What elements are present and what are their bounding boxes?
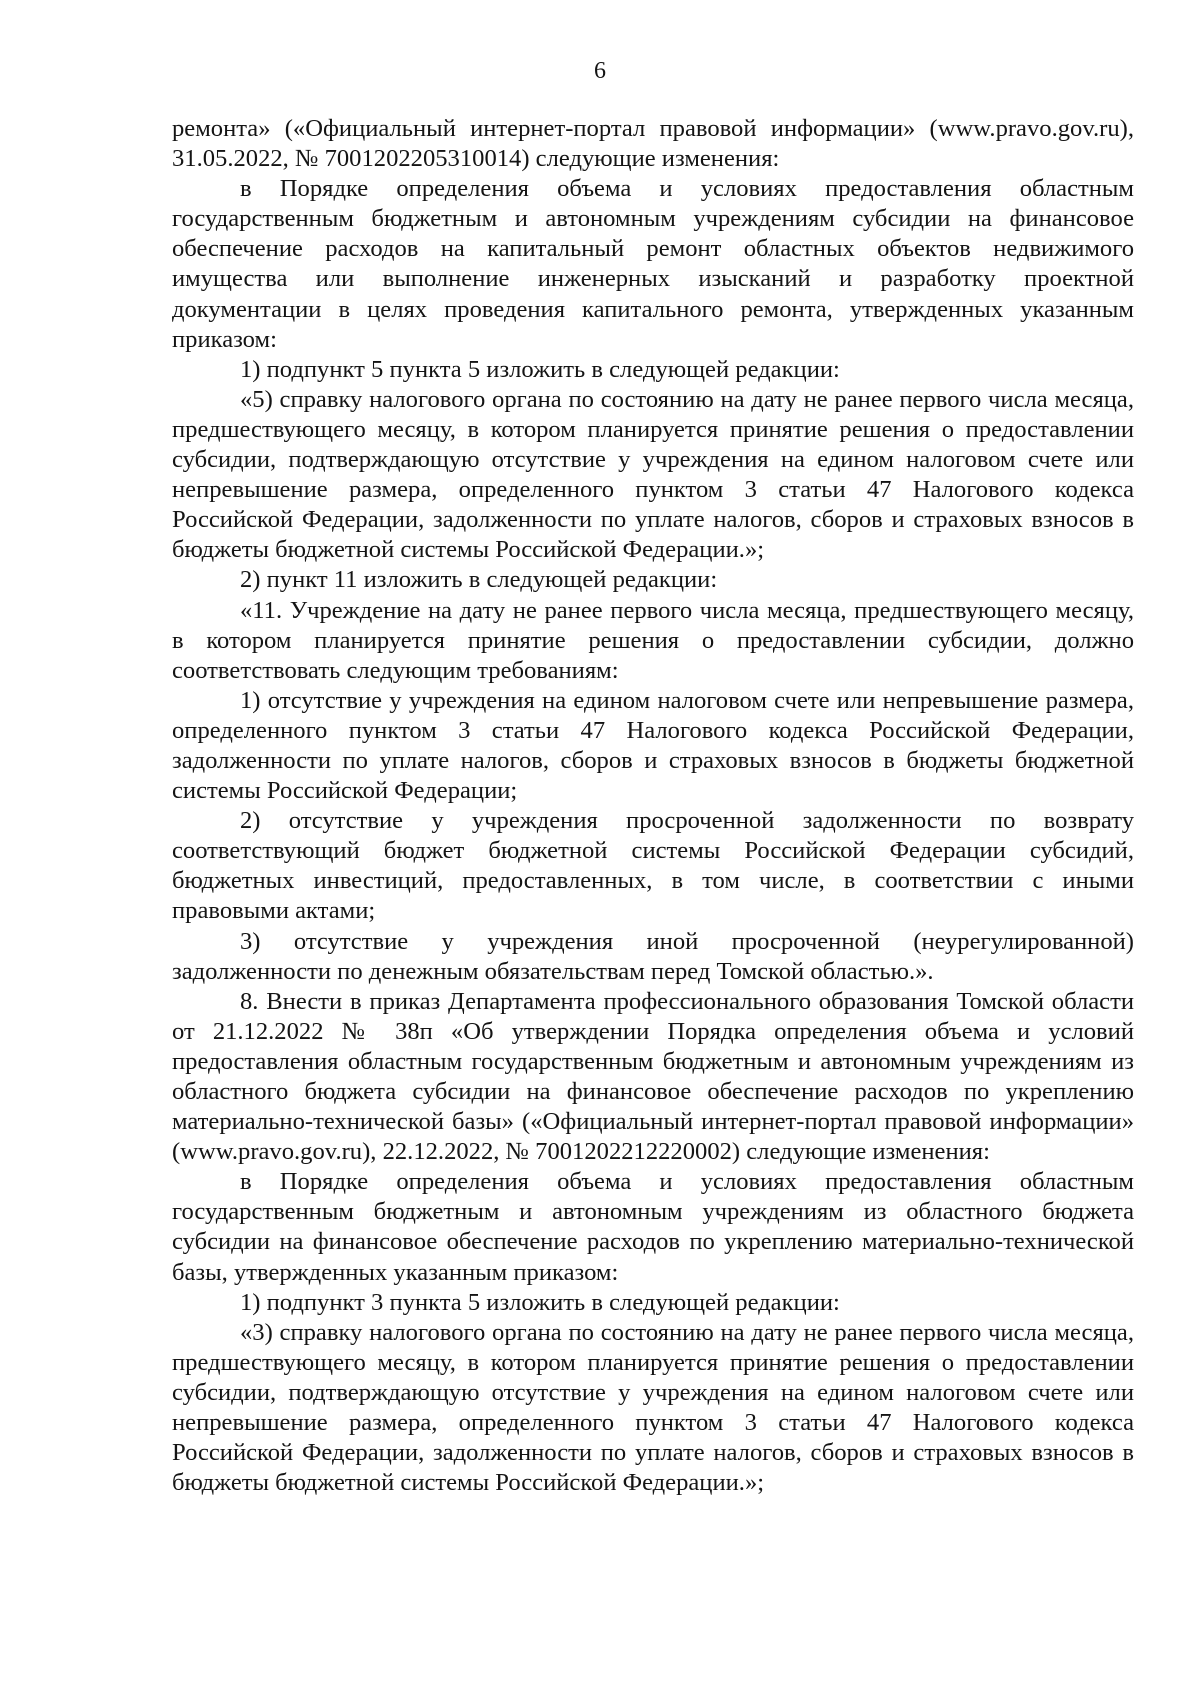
- paragraph-12: 1) подпункт 3 пункта 5 изложить в следующей редакции:: [240, 1288, 840, 1316]
- paragraph-13: «3) справку налогового органа по состоянию на дату не ранее первого числа месяца, предшествующего месяцу, в котором планируется принятие решения о предоставлении субсидии, подтверждающую отсутствие у учреждения на едином налоговом счете или непревышение размера, определенного пунктом 3 статьи 47 Налогового кодекса Российской Федерации, задолженности по уплате налогов, сборов и страховых взносов в бюджеты бюджетной системы Российской Федерации.»;: [172, 1318, 1134, 1497]
- paragraph-8: 2) отсутствие у учреждения просроченной задолженности по возврату соответствующий бюджет бюджетной системы Российской Федерации субсидий, бюджетных инвестиций, предоставленных, в том числе, в соответствии с иными правовыми актами;: [172, 807, 1134, 925]
- paragraph-11: в Порядке определения объема и условиях предоставления областным государственным бюджетным и автономным учреждениям из областного бюджета субсидии на финансовое обеспечение расходов по укреплению материально-технической базы, утвержденных указанным приказом:: [172, 1168, 1134, 1286]
- paragraph-5: 2) пункт 11 изложить в следующей редакции:: [240, 566, 718, 594]
- paragraph-7: 1) отсутствие у учреждения на едином налоговом счете или непревышение размера, определенного пунктом 3 статьи 47 Налогового кодекса Российской Федерации, задолженности по уплате налогов, сборов и страховых взносов в бюджеты бюджетной системы Российской Федерации;: [172, 686, 1134, 805]
- paragraph-9: 3) отсутствие у учреждения иной просроченной (неурегулированной) задолженности по денежным обязательствам перед Томской областью.».: [172, 927, 1134, 985]
- page-number: 6: [594, 58, 606, 84]
- paragraph-10: 8. Внести в приказ Департамента профессионального образования Томской области от 21.12.2022 № 38п «Об утверждении Порядка определения объема и условий предоставления областным государственным бюджетным и автономным учреждениям из областного бюджета субсидии на финансовое обеспечение расходов по укреплению материально-технической базы» («Официальный интернет-портал правовой информации» (www.pravo.gov.ru), 22.12.2022, № 7001202212220002) следующие изменения:: [172, 987, 1134, 1166]
- document-body: [172, 114, 1134, 1498]
- paragraph-4: «5) справку налогового органа по состоянию на дату не ранее первого числа месяца, предшествующего месяцу, в котором планируется принятие решения о предоставлении субсидии, подтверждающую отсутствие у учреждения на едином налоговом счете или непревышение размера, определенного пунктом 3 статьи 47 Налогового кодекса Российской Федерации, задолженности по уплате налогов, сборов и страховых взносов в бюджеты бюджетной системы Российской Федерации.»;: [172, 385, 1134, 564]
- paragraph-2: в Порядке определения объема и условиях предоставления областным государственным бюджетным и автономным учреждениям субсидии на финансовое обеспечение расходов на капитальный ремонт областных объектов недвижимого имущества или выполнение инженерных изысканий и разработку проектной документации в целях проведения капитального ремонта, утвержденных указанным приказом:: [172, 175, 1134, 353]
- paragraph-3: 1) подпункт 5 пункта 5 изложить в следующей редакции:: [240, 355, 840, 383]
- paragraph-6: «11. Учреждение на дату не ранее первого числа месяца, предшествующего месяцу, в котором планируется принятие решения о предоставлении субсидии, должно соответствовать следующим требованиям:: [172, 596, 1134, 684]
- paragraph-1: ремонта» («Официальный интернет-портал правовой информации» (www.pravo.gov.ru), 31.05.2022, № 7001202205310014) следующие изменения:: [172, 115, 1134, 173]
